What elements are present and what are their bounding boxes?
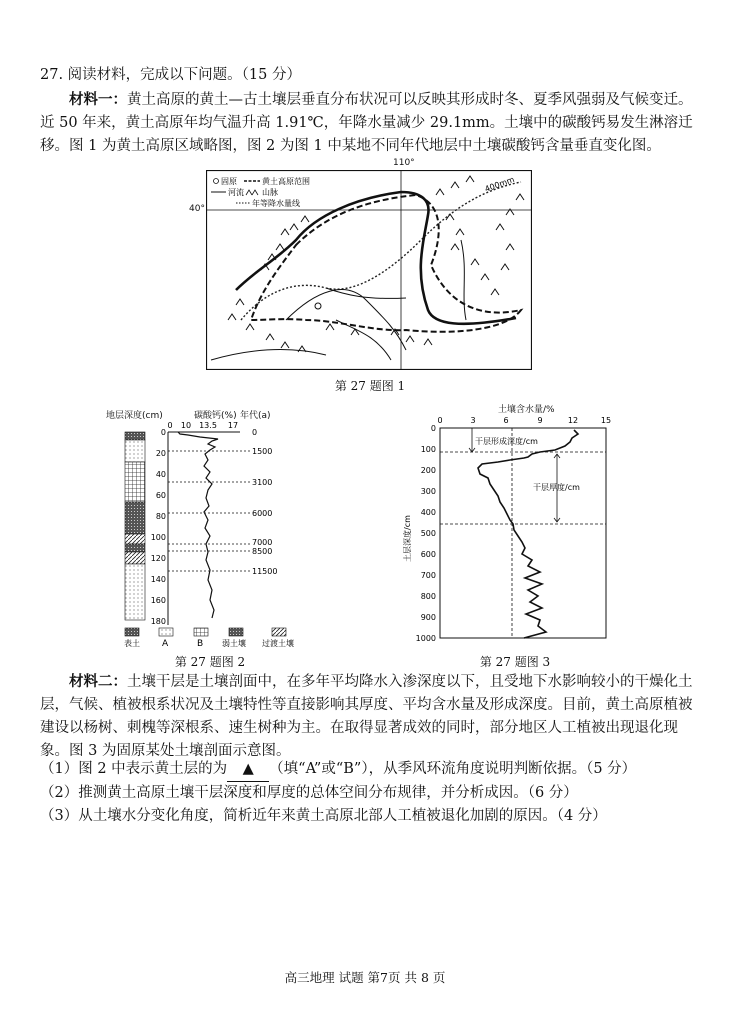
svg-text:15: 15 xyxy=(600,416,612,425)
formation-depth-label: 干层形成深度/cm xyxy=(475,437,538,446)
svg-text:120: 120 xyxy=(150,554,166,563)
svg-text:500: 500 xyxy=(420,529,436,538)
figure-3-caption: 第 27 题图 3 xyxy=(479,655,551,669)
question-title: 27. 阅读材料，完成以下问题。（15 分） xyxy=(40,67,301,83)
questions xyxy=(40,758,700,828)
material-one-text: 黄土高原的黄土—古土壤层垂直分布状况可以反映其形成时冬、夏季风强弱及气候变迁。近 50 年来，黄土高原年均气温升高 1.91℃，年降水量减少 29.1mm。土壤中的碳酸钙易发生淋溶迁移。图 1 为黄土高原区域略图，图 2 为图 1 中某地不同年代地层中土壤碳酸钙含量垂直变化图。 xyxy=(40,92,693,154)
svg-text:9: 9 xyxy=(537,416,543,425)
question-3: （3）从土壤水分变化角度，简析近年来黄土高原北部人工植被退化加剧的原因。（4 分） xyxy=(40,808,607,824)
fig2-caco3-header: 碳酸钙(%) xyxy=(194,411,237,421)
svg-text:表土: 表土 xyxy=(124,639,140,648)
svg-text:A: A xyxy=(162,639,169,649)
svg-text:10: 10 xyxy=(180,421,192,430)
figure-3-profile xyxy=(400,412,620,652)
svg-text:200: 200 xyxy=(420,466,436,475)
svg-text:140: 140 xyxy=(150,575,166,584)
question-1-suffix: （填“A”或“B”），从季风环流角度说明判断依据。（5 分） xyxy=(269,761,637,777)
svg-text:80: 80 xyxy=(155,512,166,521)
svg-text:800: 800 xyxy=(420,592,436,601)
fig2-depth-header: 地层深度(cm) xyxy=(106,411,163,421)
svg-text:0: 0 xyxy=(167,421,173,430)
figure-1-map xyxy=(206,170,532,370)
thickness-label: 干层厚度/cm xyxy=(533,483,580,492)
question-2: （2）推测黄土高原土壤干层深度和厚度的总体空间分布规律，并分析成因。（6 分） xyxy=(40,785,578,801)
fig2-depth-ticks xyxy=(151,428,166,626)
fig3-top-label: 土壤含水量/% xyxy=(498,405,555,415)
svg-text:11500: 11500 xyxy=(252,567,278,576)
isohyet-label: 400mm xyxy=(483,174,516,194)
svg-text:100: 100 xyxy=(150,533,166,542)
page-footer: 高三地理 试题 第7页 共 8 页 xyxy=(284,970,446,985)
svg-text:300: 300 xyxy=(420,487,436,496)
svg-text:40: 40 xyxy=(155,470,166,479)
fig3-y-ticks xyxy=(416,424,436,643)
material-one xyxy=(40,88,700,158)
svg-text:20: 20 xyxy=(155,449,166,458)
material-two-label: 材料二： xyxy=(69,673,127,690)
svg-text:年等降水量线: 年等降水量线 xyxy=(252,199,300,208)
svg-text:8500: 8500 xyxy=(252,547,273,556)
question-1-prefix: （1）图 2 中表示黄土层的为 xyxy=(40,761,228,777)
svg-text:0: 0 xyxy=(437,416,443,425)
longitude-label: 110° xyxy=(393,158,415,168)
svg-text:弱土壤: 弱土壤 xyxy=(222,639,246,648)
svg-text:河流: 河流 xyxy=(228,188,244,197)
svg-text:B: B xyxy=(197,639,204,649)
svg-text:900: 900 xyxy=(420,613,436,622)
svg-text:1500: 1500 xyxy=(252,447,273,456)
svg-text:12: 12 xyxy=(567,416,579,425)
material-two-text: 土壤干层是土壤剖面中，在多年平均降水入渗深度以下，且受地下水影响较小的干燥化土层，气候、植被根系状况及土壤特性等直接影响其厚度、平均含水量及形成深度。目前，黄土高原植被建设以杨树、刺槐等深根系、速生树种为主。在取得显著成效的同时，部分地区人工植被出现退化现象。图 3 为固原某处土壤剖面示意图。 xyxy=(40,674,693,759)
svg-text:600: 600 xyxy=(420,550,436,559)
figure-1-caption: 第 27 题图 1 xyxy=(334,379,406,393)
caco3-curve xyxy=(178,432,218,618)
svg-text:7000: 7000 xyxy=(252,538,273,547)
figure-2-profile xyxy=(100,420,320,650)
svg-text:160: 160 xyxy=(150,596,166,605)
fig2-age-header: 年代(a) xyxy=(240,411,271,421)
question-1 xyxy=(40,758,700,782)
svg-text:6000: 6000 xyxy=(252,509,273,518)
svg-text:700: 700 xyxy=(420,571,436,580)
answer-blank: ▲ xyxy=(227,758,269,782)
svg-text:0: 0 xyxy=(252,428,258,437)
guyuan-point xyxy=(315,303,321,309)
svg-text:山脉: 山脉 xyxy=(262,188,278,197)
latitude-label: 40° xyxy=(189,204,205,214)
svg-text:0: 0 xyxy=(160,428,166,437)
fig2-caco3-ticks xyxy=(167,421,238,430)
fig2-age-labels xyxy=(252,428,277,576)
svg-text:100: 100 xyxy=(420,445,436,454)
svg-text:3: 3 xyxy=(470,416,476,425)
svg-text:400: 400 xyxy=(420,508,436,517)
fig2-legend xyxy=(124,628,294,649)
fig3-y-label: 土层深度/cm xyxy=(403,515,412,562)
fig3-x-ticks xyxy=(437,416,611,425)
svg-text:60: 60 xyxy=(155,491,166,500)
svg-text:180: 180 xyxy=(150,617,166,626)
svg-text:固原: 固原 xyxy=(221,177,237,186)
svg-text:黄土高原范围: 黄土高原范围 xyxy=(262,177,310,186)
svg-text:过渡土壤: 过渡土壤 xyxy=(262,639,294,648)
material-one-label: 材料一： xyxy=(69,91,127,108)
svg-text:3100: 3100 xyxy=(252,478,273,487)
figure-2-caption: 第 27 题图 2 xyxy=(174,655,246,669)
svg-text:6: 6 xyxy=(503,416,509,425)
svg-text:17: 17 xyxy=(227,421,239,430)
svg-text:0: 0 xyxy=(430,424,436,433)
svg-text:13.5: 13.5 xyxy=(199,421,217,430)
svg-text:1000: 1000 xyxy=(415,634,436,643)
material-two xyxy=(40,670,700,763)
